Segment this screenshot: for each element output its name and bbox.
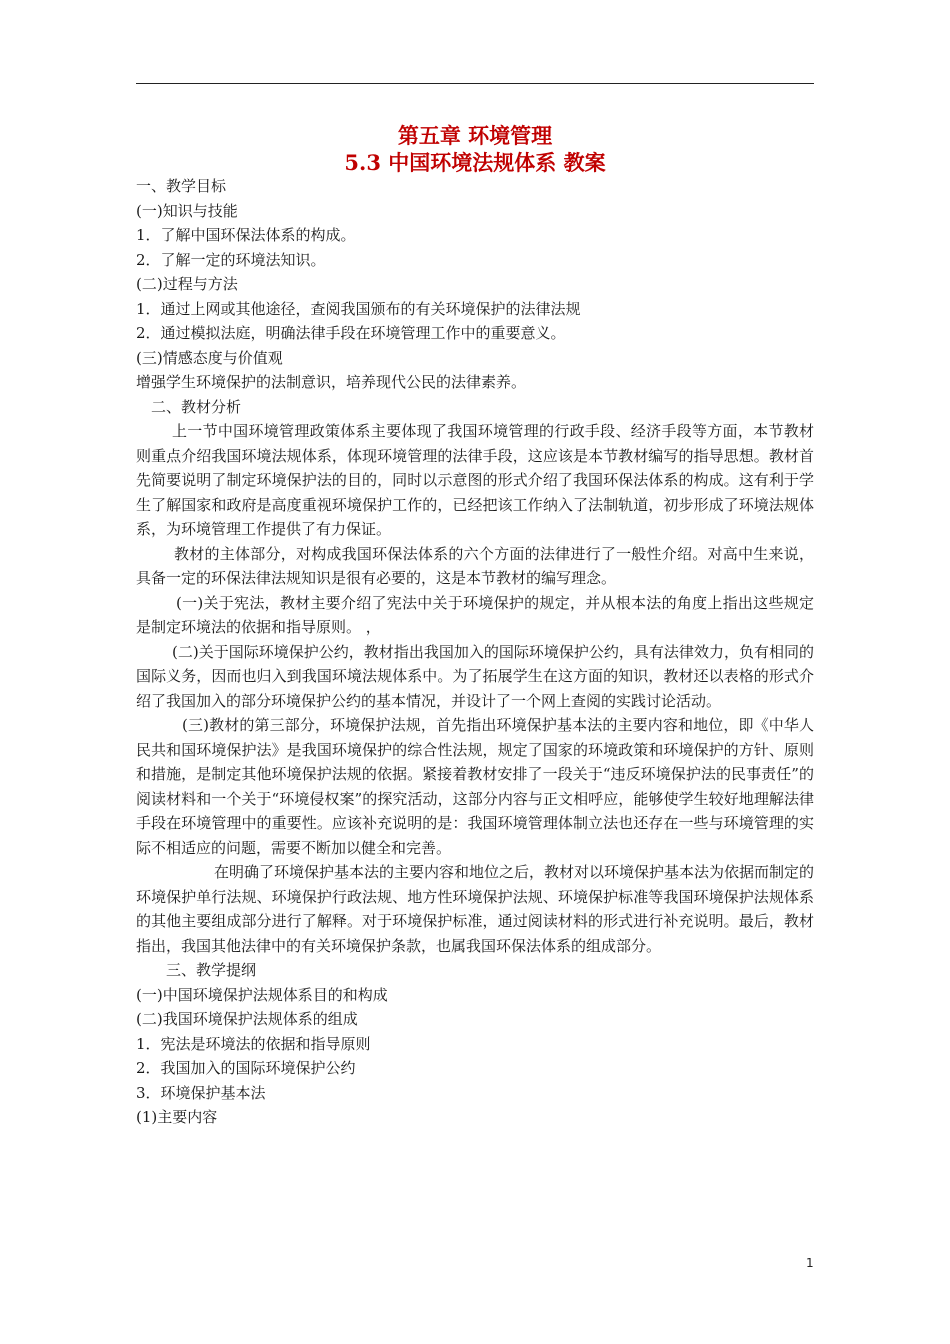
text-line: 增强学生环境保护的法制意识，培养现代公民的法律素养。 xyxy=(136,373,527,391)
subheading-attitude: (三)情感态度与价值观 xyxy=(136,348,283,367)
list-item: 2．通过模拟法庭，明确法律手段在环境管理工作中的重要意义。 xyxy=(136,324,566,342)
subheading-process: (二)过程与方法 xyxy=(136,275,238,293)
header-rule xyxy=(136,83,814,84)
list-item: 2．了解一定的环境法知识。 xyxy=(136,250,326,269)
subheading-knowledge: (一)知识与技能 xyxy=(136,201,238,220)
paragraph: 上一节中国环境管理政策体系主要体现了我国环境管理的行政手段、经济手段等方面，本节教材则重点介绍我国环境法规体系，体现环境管理的法律手段，这应该是本节教材编写的指导思想。教材首先简要说明了制定环境保护法的目的，同时以示意图的形式介绍了我国环保法体系的构成。这有利于学生了解国家和政府是高度重视环境保护工作的，已经把该工作纳入了法制轨道，初步形成了环境法规体系，为环境管理工作提供了有力保证。 xyxy=(136,422,814,538)
paragraph: (二)关于国际环境保护公约，教材指出我国加入的国际环境保护公约，具有法律效力，负有相同的国际义务，因而也归入到我国环境法规体系中。为了拓展学生在这方面的知识，教材还以表格的形式介绍了我国加入的部分环境保护公约的基本情况，并设计了一个网上查阅的实践讨论活动。 xyxy=(136,642,814,710)
paragraph: 教材的主体部分，对构成我国环保法体系的六个方面的法律进行了一般性介绍。对高中生来说，具备一定的环保法律法规知识是很有必要的，这是本节教材的编写理念。 xyxy=(136,544,814,587)
section-title: 5.3 中国环境法规体系 教案 xyxy=(344,150,606,175)
outline-item: (二)我国环境保护法规体系的组成 xyxy=(136,1010,358,1028)
page-number: 1 xyxy=(806,1256,814,1270)
heading-outline: 三、教学提纲 xyxy=(166,961,257,979)
outline-item: 1．宪法是环境法的依据和指导原则 xyxy=(136,1034,371,1053)
document-body xyxy=(136,174,814,1130)
list-item: 1．了解中国环保法体系的构成。 xyxy=(136,226,356,244)
paragraph: (三)教材的第三部分，环境保护法规，首先指出环境保护基本法的主要内容和地位，即《中华人民共和国环境保护法》是我国环境保护的综合性法规，规定了国家的环境政策和环境保护的方针、原则和措施，是制定其他环境保护法规的依据。紧接着教材安排了一段关于“违反环境保护法的民事责任”的阅读材料和一个关于“环境侵权案”的探究活动，这部分内容与正文相呼应，能够使学生较好地理解法律手段在环境管理中的重要性。应该补充说明的是：我国环境管理体制立法也还存在一些与环境管理的实际不相适应的问题，需要不断加以健全和完善。 xyxy=(136,716,814,857)
outline-item: 3．环境保护基本法 xyxy=(136,1083,266,1102)
outline-item: (1)主要内容 xyxy=(136,1108,218,1126)
paragraph: 在明确了环境保护基本法的主要内容和地位之后，教材对以环境保护基本法为依据而制定的环境保护单行法规、环境保护行政法规、地方性环境保护法规、环境保护标准等我国环境保护法规体系的其他主要组成部分进行了解释。对于环境保护标准，通过阅读材料的形式进行补充说明。最后，教材指出，我国其他法律中的有关环境保护条款，也属我国环保法体系的组成部分。 xyxy=(136,863,815,955)
outline-item: 2．我国加入的国际环境保护公约 xyxy=(136,1059,356,1077)
chapter-title: 第五章 环境管理 xyxy=(397,123,553,148)
list-item: 1．通过上网或其他途径，查阅我国颁布的有关环境保护的法律法规 xyxy=(136,299,581,318)
paragraph: (一)关于宪法，教材主要介绍了宪法中关于环境保护的规定，并从根本法的角度上指出这些规定是制定环境法的依据和指导原则。 ， xyxy=(136,593,814,636)
heading-objectives: 一、教学目标 xyxy=(136,177,227,195)
heading-analysis: 二、教材分析 xyxy=(151,397,242,416)
outline-item: (一)中国环境保护法规体系目的和构成 xyxy=(136,985,388,1004)
